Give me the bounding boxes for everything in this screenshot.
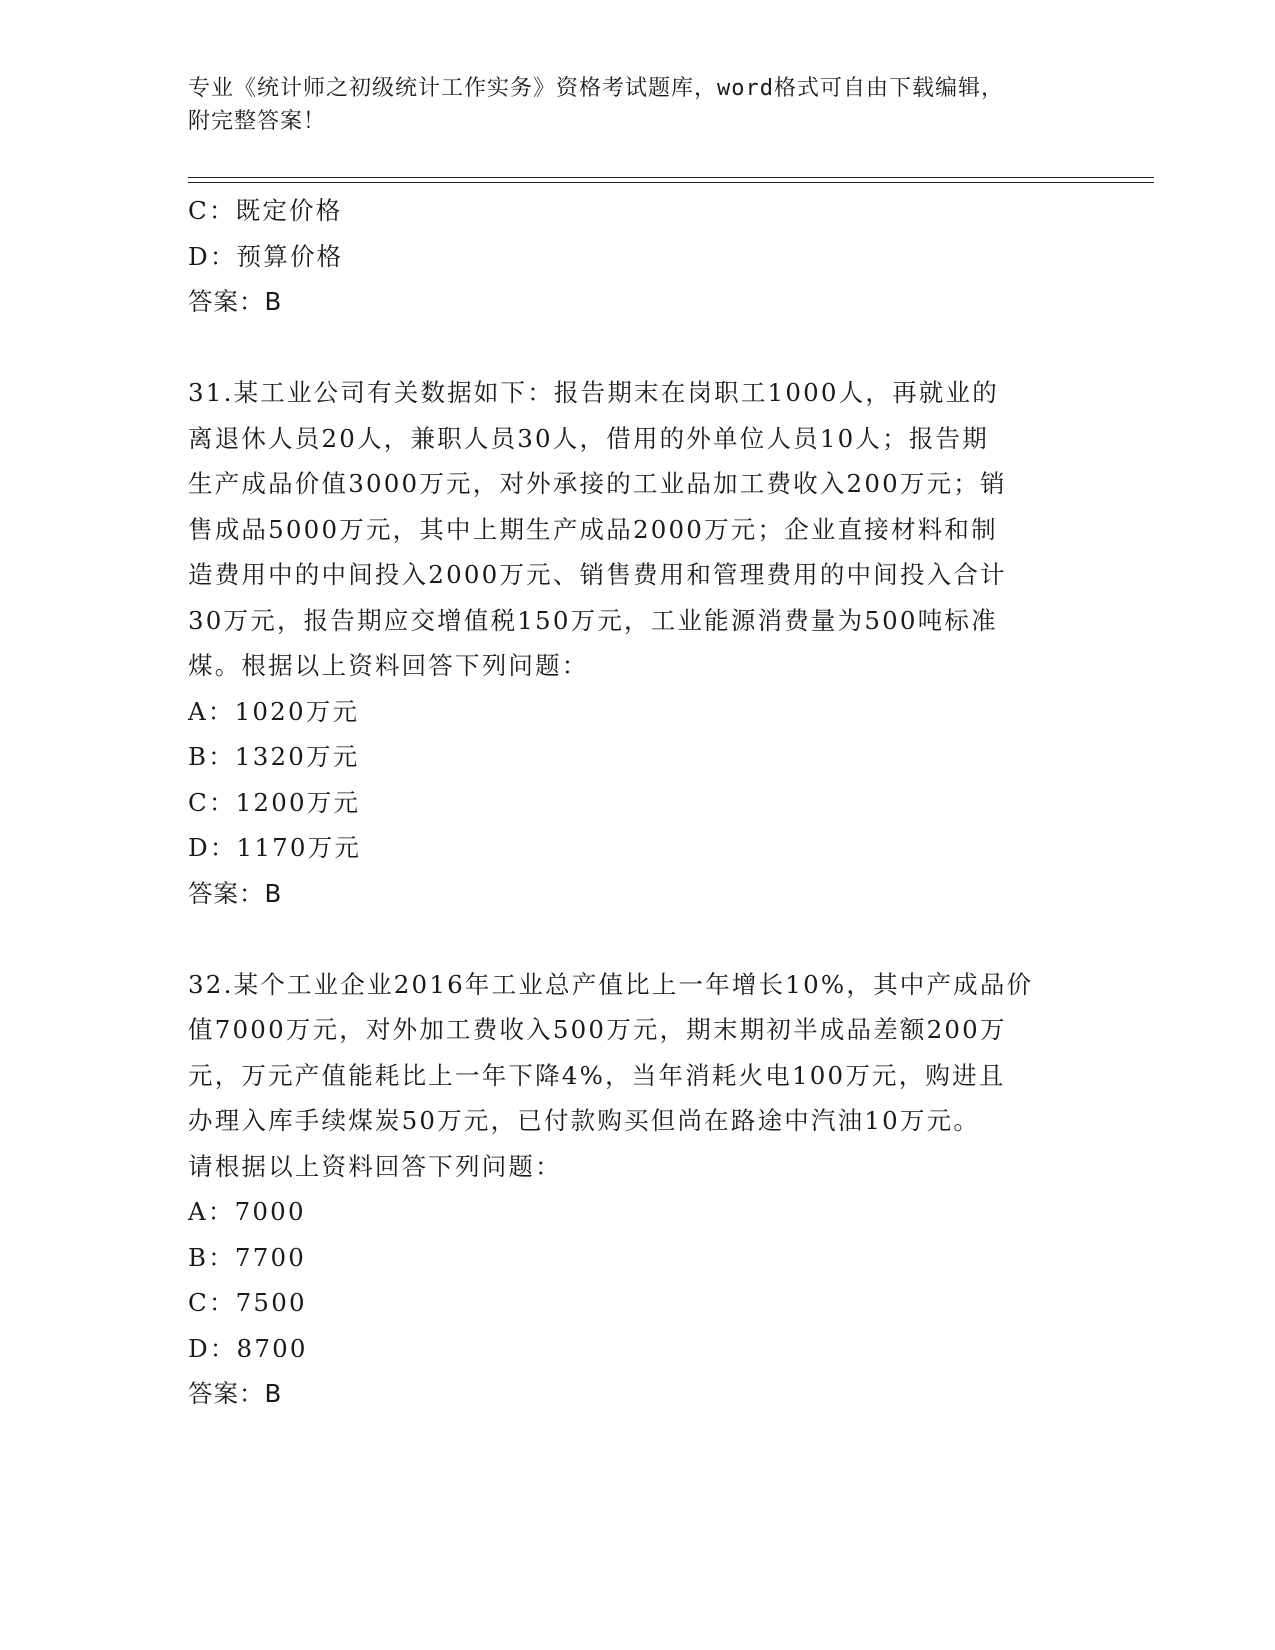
question-text-line: 售成品5000万元，其中上期生产成品2000万元；企业直接材料和制 [188, 514, 998, 544]
document-header [188, 72, 1068, 138]
question-text-line: 31.某工业公司有关数据如下：报告期末在岗职工1000人，再就业的 [188, 378, 999, 407]
option-b: B：7700 [188, 1242, 307, 1272]
option-a: A：7000 [188, 1197, 306, 1226]
question-text-line: 生产成品价值3000万元，对外承接的工业品加工费收入200万元；销 [188, 469, 1007, 498]
spacer [188, 325, 1078, 371]
question-32 [188, 962, 1078, 1417]
answer: 答案：B [188, 287, 283, 316]
spacer [188, 916, 1078, 962]
previous-question-tail [188, 188, 1078, 325]
header-line-1: 专业《统计师之初级统计工作实务》资格考试题库，word格式可自由下载编辑， [188, 76, 1004, 101]
question-text-line: 办理入库手续煤炭50万元，已付款购买但尚在路途中汽油10万元。 [188, 1106, 981, 1135]
question-text-line: 煤。根据以上资料回答下列问题： [188, 651, 589, 680]
question-text-line: 值7000万元，对外加工费收入500万元，期末期初半成品差额200万 [188, 1015, 1007, 1044]
option-d: D：1170万元 [188, 833, 362, 862]
answer: 答案：B [188, 1379, 283, 1408]
option-d: D：预算价格 [188, 241, 344, 271]
question-text-line: 元，万元产值能耗比上一年下降4%，当年消耗火电100万元，购进且 [188, 1060, 1006, 1090]
option-c: C：1200万元 [188, 787, 361, 817]
option-a: A：1020万元 [188, 696, 360, 726]
question-text-line: 30万元，报告期应交增值税150万元，工业能源消费量为500吨标准 [188, 605, 998, 635]
answer: 答案：B [188, 878, 283, 908]
header-divider-bottom [188, 182, 1154, 183]
question-text-line: 32.某个工业企业2016年工业总产值比上一年增长10%，其中产成品价 [188, 969, 1034, 999]
option-c: C：7500 [188, 1288, 307, 1317]
question-31 [188, 370, 1078, 916]
question-text-line: 离退休人员20人，兼职人员30人，借用的外单位人员10人；报告期 [188, 423, 989, 453]
question-text-line: 请根据以上资料回答下列问题： [188, 1151, 562, 1181]
header-divider-top [188, 177, 1154, 178]
question-text-line: 造费用中的中间投入2000万元、销售费用和管理费用的中间投入合计 [188, 560, 1007, 589]
option-c: C：既定价格 [188, 196, 343, 225]
option-b: B：1320万元 [188, 742, 360, 771]
document-body [188, 188, 1078, 1417]
header-line-2: 附完整答案！ [188, 109, 327, 134]
option-d: D：8700 [188, 1333, 308, 1363]
